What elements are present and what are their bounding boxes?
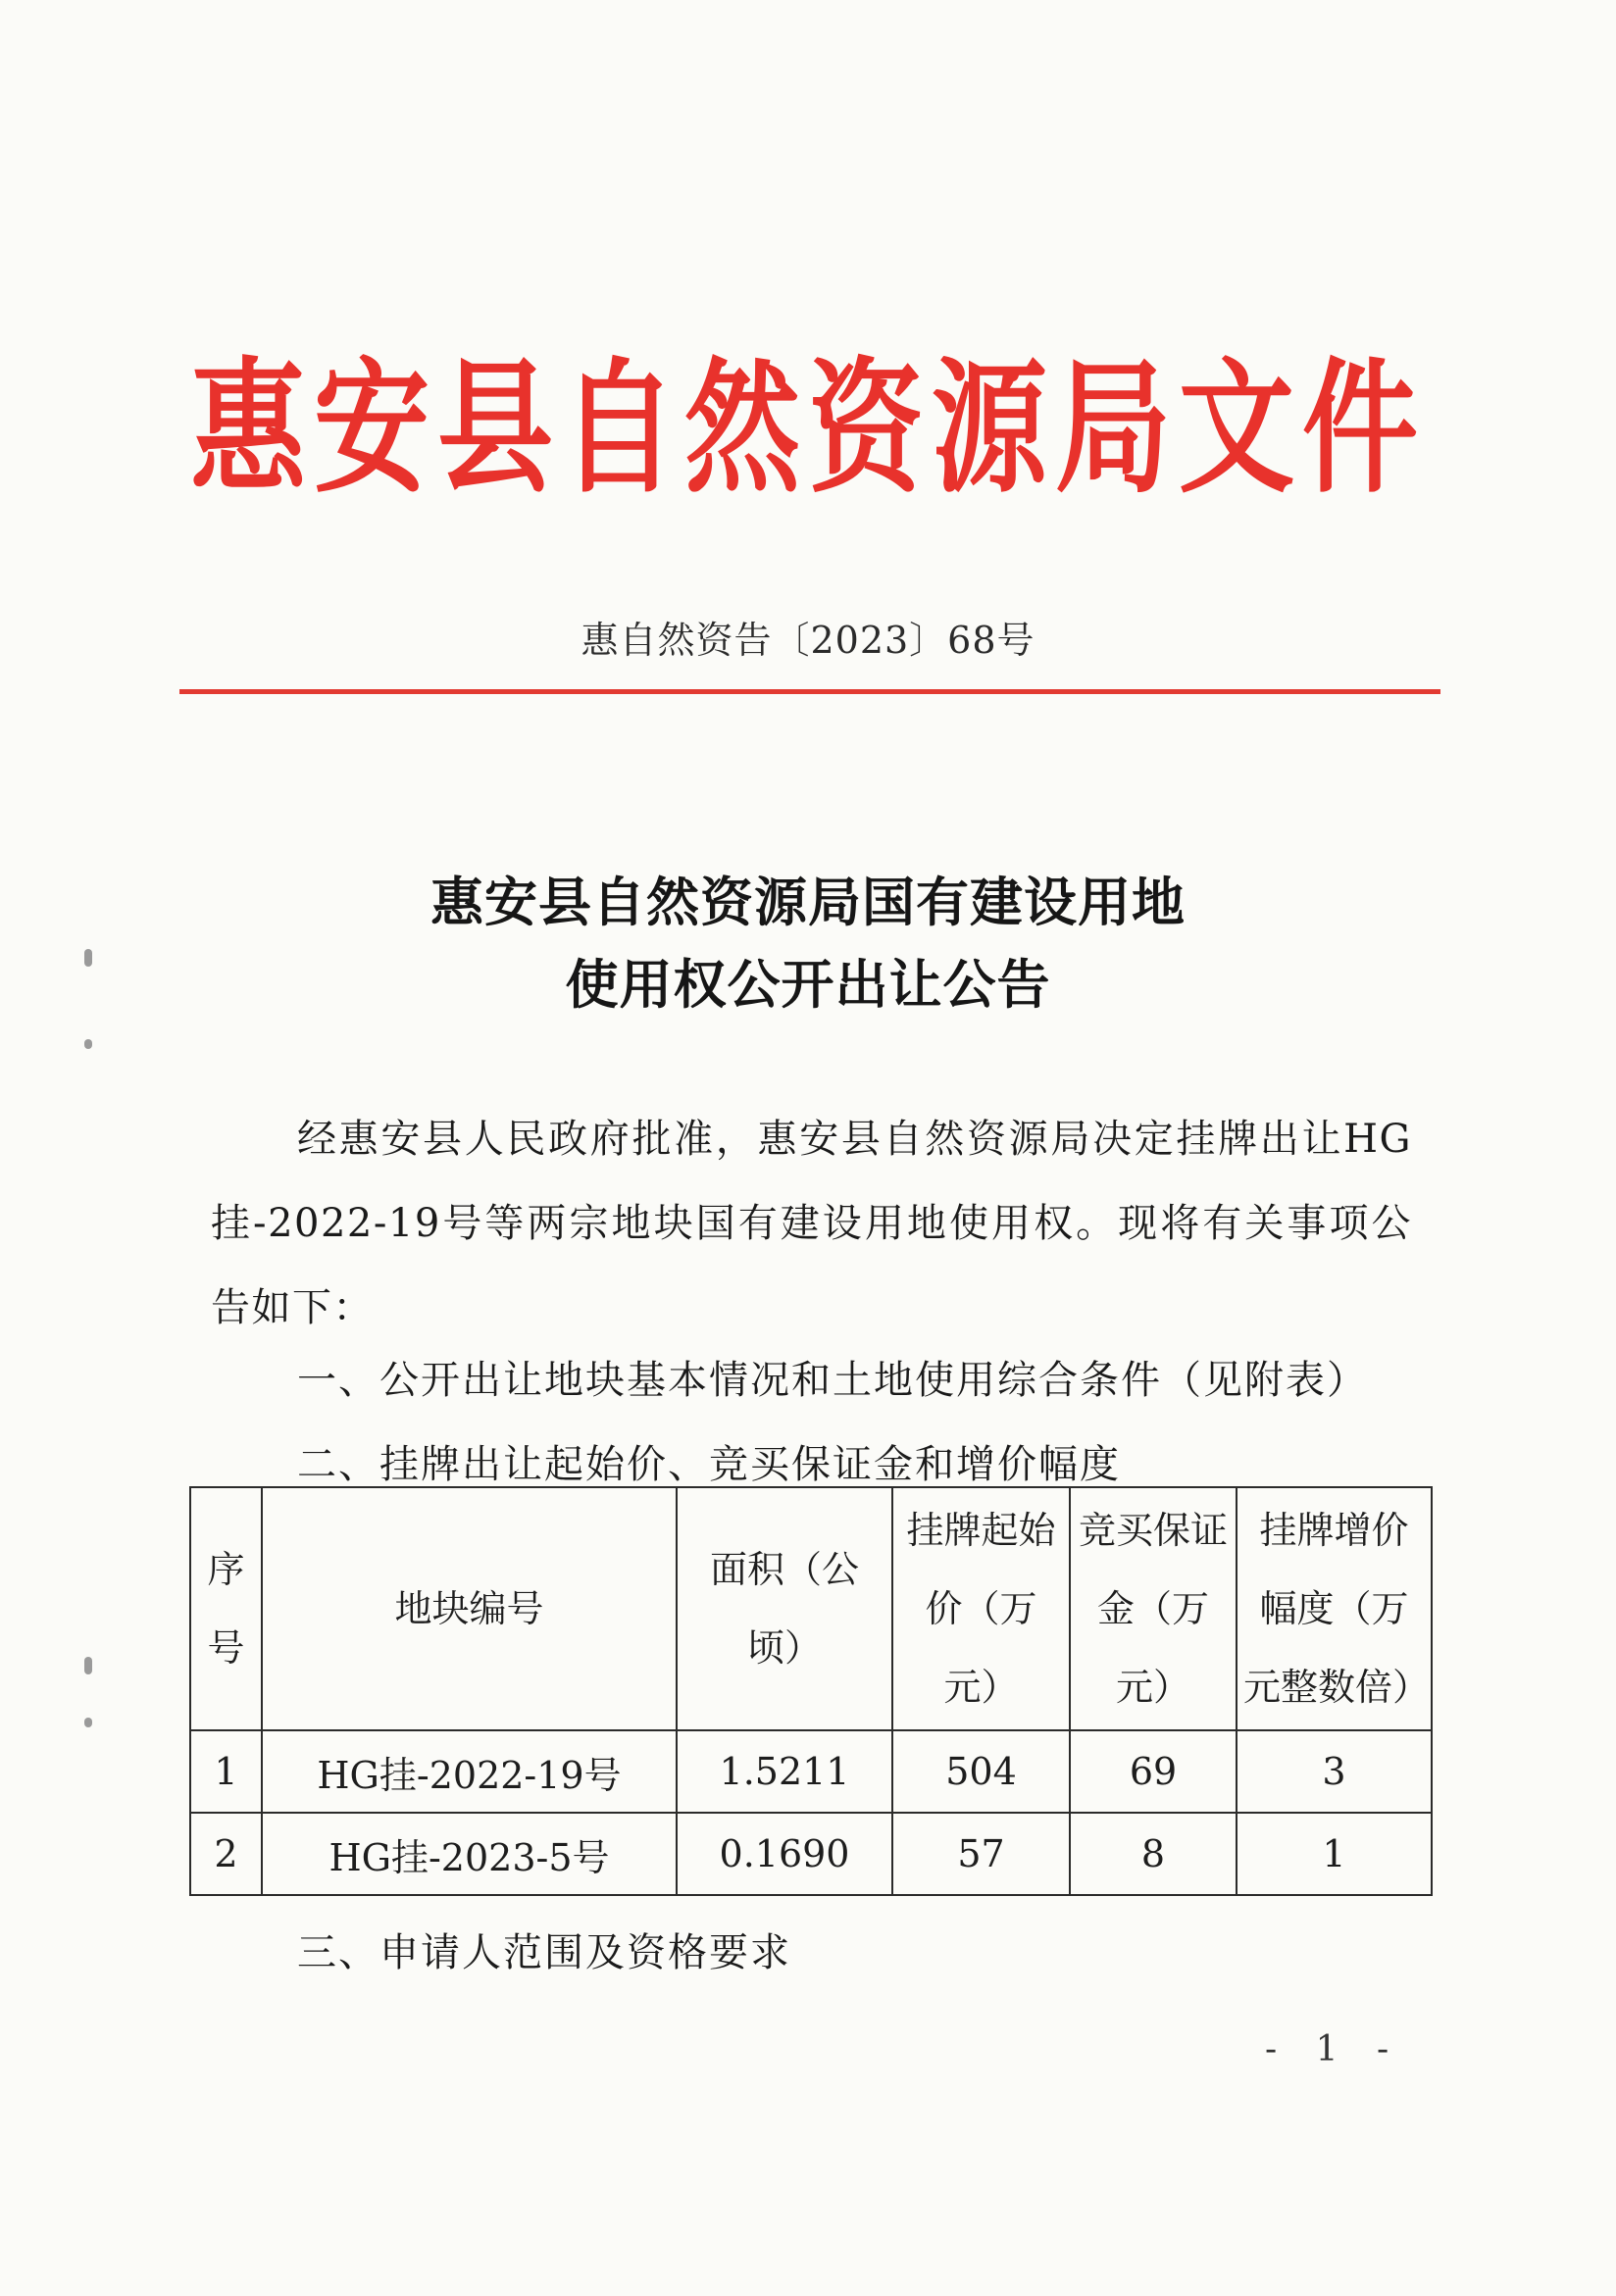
cell-parcel-id: HG挂-2022-19号: [262, 1730, 677, 1813]
cell-start-price: 57: [892, 1813, 1070, 1895]
red-divider-line: [179, 689, 1440, 694]
cell-parcel-id: HG挂-2023-5号: [262, 1813, 677, 1895]
binding-hole-mark: [84, 949, 92, 967]
col-header-start-price: 挂牌起始价（万元）: [892, 1487, 1070, 1730]
binding-hole-mark: [84, 1039, 92, 1049]
section-heading-2: 二、挂牌出让起始价、竞买保证金和增价幅度: [297, 1442, 1121, 1487]
cell-increment: 1: [1237, 1813, 1432, 1895]
col-header-parcel-id: 地块编号: [262, 1487, 677, 1730]
cell-area: 0.1690: [677, 1813, 892, 1895]
cell-seq: 1: [190, 1730, 262, 1813]
table-header-row: [190, 1487, 1432, 1730]
document-number: 惠自然资告〔2023〕68号: [581, 619, 1035, 662]
intro-paragraph: 经惠安县人民政府批准，惠安县自然资源局决定挂牌出让HG挂-2022-19号等两宗地块国有建设用地使用权。现将有关事项公告如下：: [211, 1117, 1412, 1330]
table-row: [190, 1730, 1432, 1813]
col-header-seq: 序号: [190, 1487, 262, 1730]
agency-banner: 惠安县自然资源局文件: [189, 342, 1426, 513]
price-table: [189, 1486, 1433, 1896]
cell-seq: 2: [190, 1813, 262, 1895]
cell-increment: 3: [1237, 1730, 1432, 1813]
page-number: - 1 -: [1265, 2029, 1403, 2070]
notice-title-line-2: 使用权公开出让公告: [565, 953, 1051, 1016]
col-header-increment: 挂牌增价幅度（万元整数倍）: [1237, 1487, 1432, 1730]
table-row: [190, 1813, 1432, 1895]
cell-start-price: 504: [892, 1730, 1070, 1813]
cell-deposit: 69: [1070, 1730, 1237, 1813]
section-heading-1: 一、公开出让地块基本情况和土地使用综合条件（见附表）: [297, 1358, 1368, 1403]
binding-hole-mark: [84, 1657, 92, 1674]
notice-title-line-1: 惠安县自然资源局国有建设用地: [430, 871, 1186, 933]
binding-hole-mark: [84, 1718, 92, 1727]
cell-area: 1.5211: [677, 1730, 892, 1813]
col-header-area: 面积（公顷）: [677, 1487, 892, 1730]
col-header-deposit: 竞买保证金（万元）: [1070, 1487, 1237, 1730]
cell-deposit: 8: [1070, 1813, 1237, 1895]
section-heading-3: 三、申请人范围及资格要求: [297, 1930, 791, 1975]
